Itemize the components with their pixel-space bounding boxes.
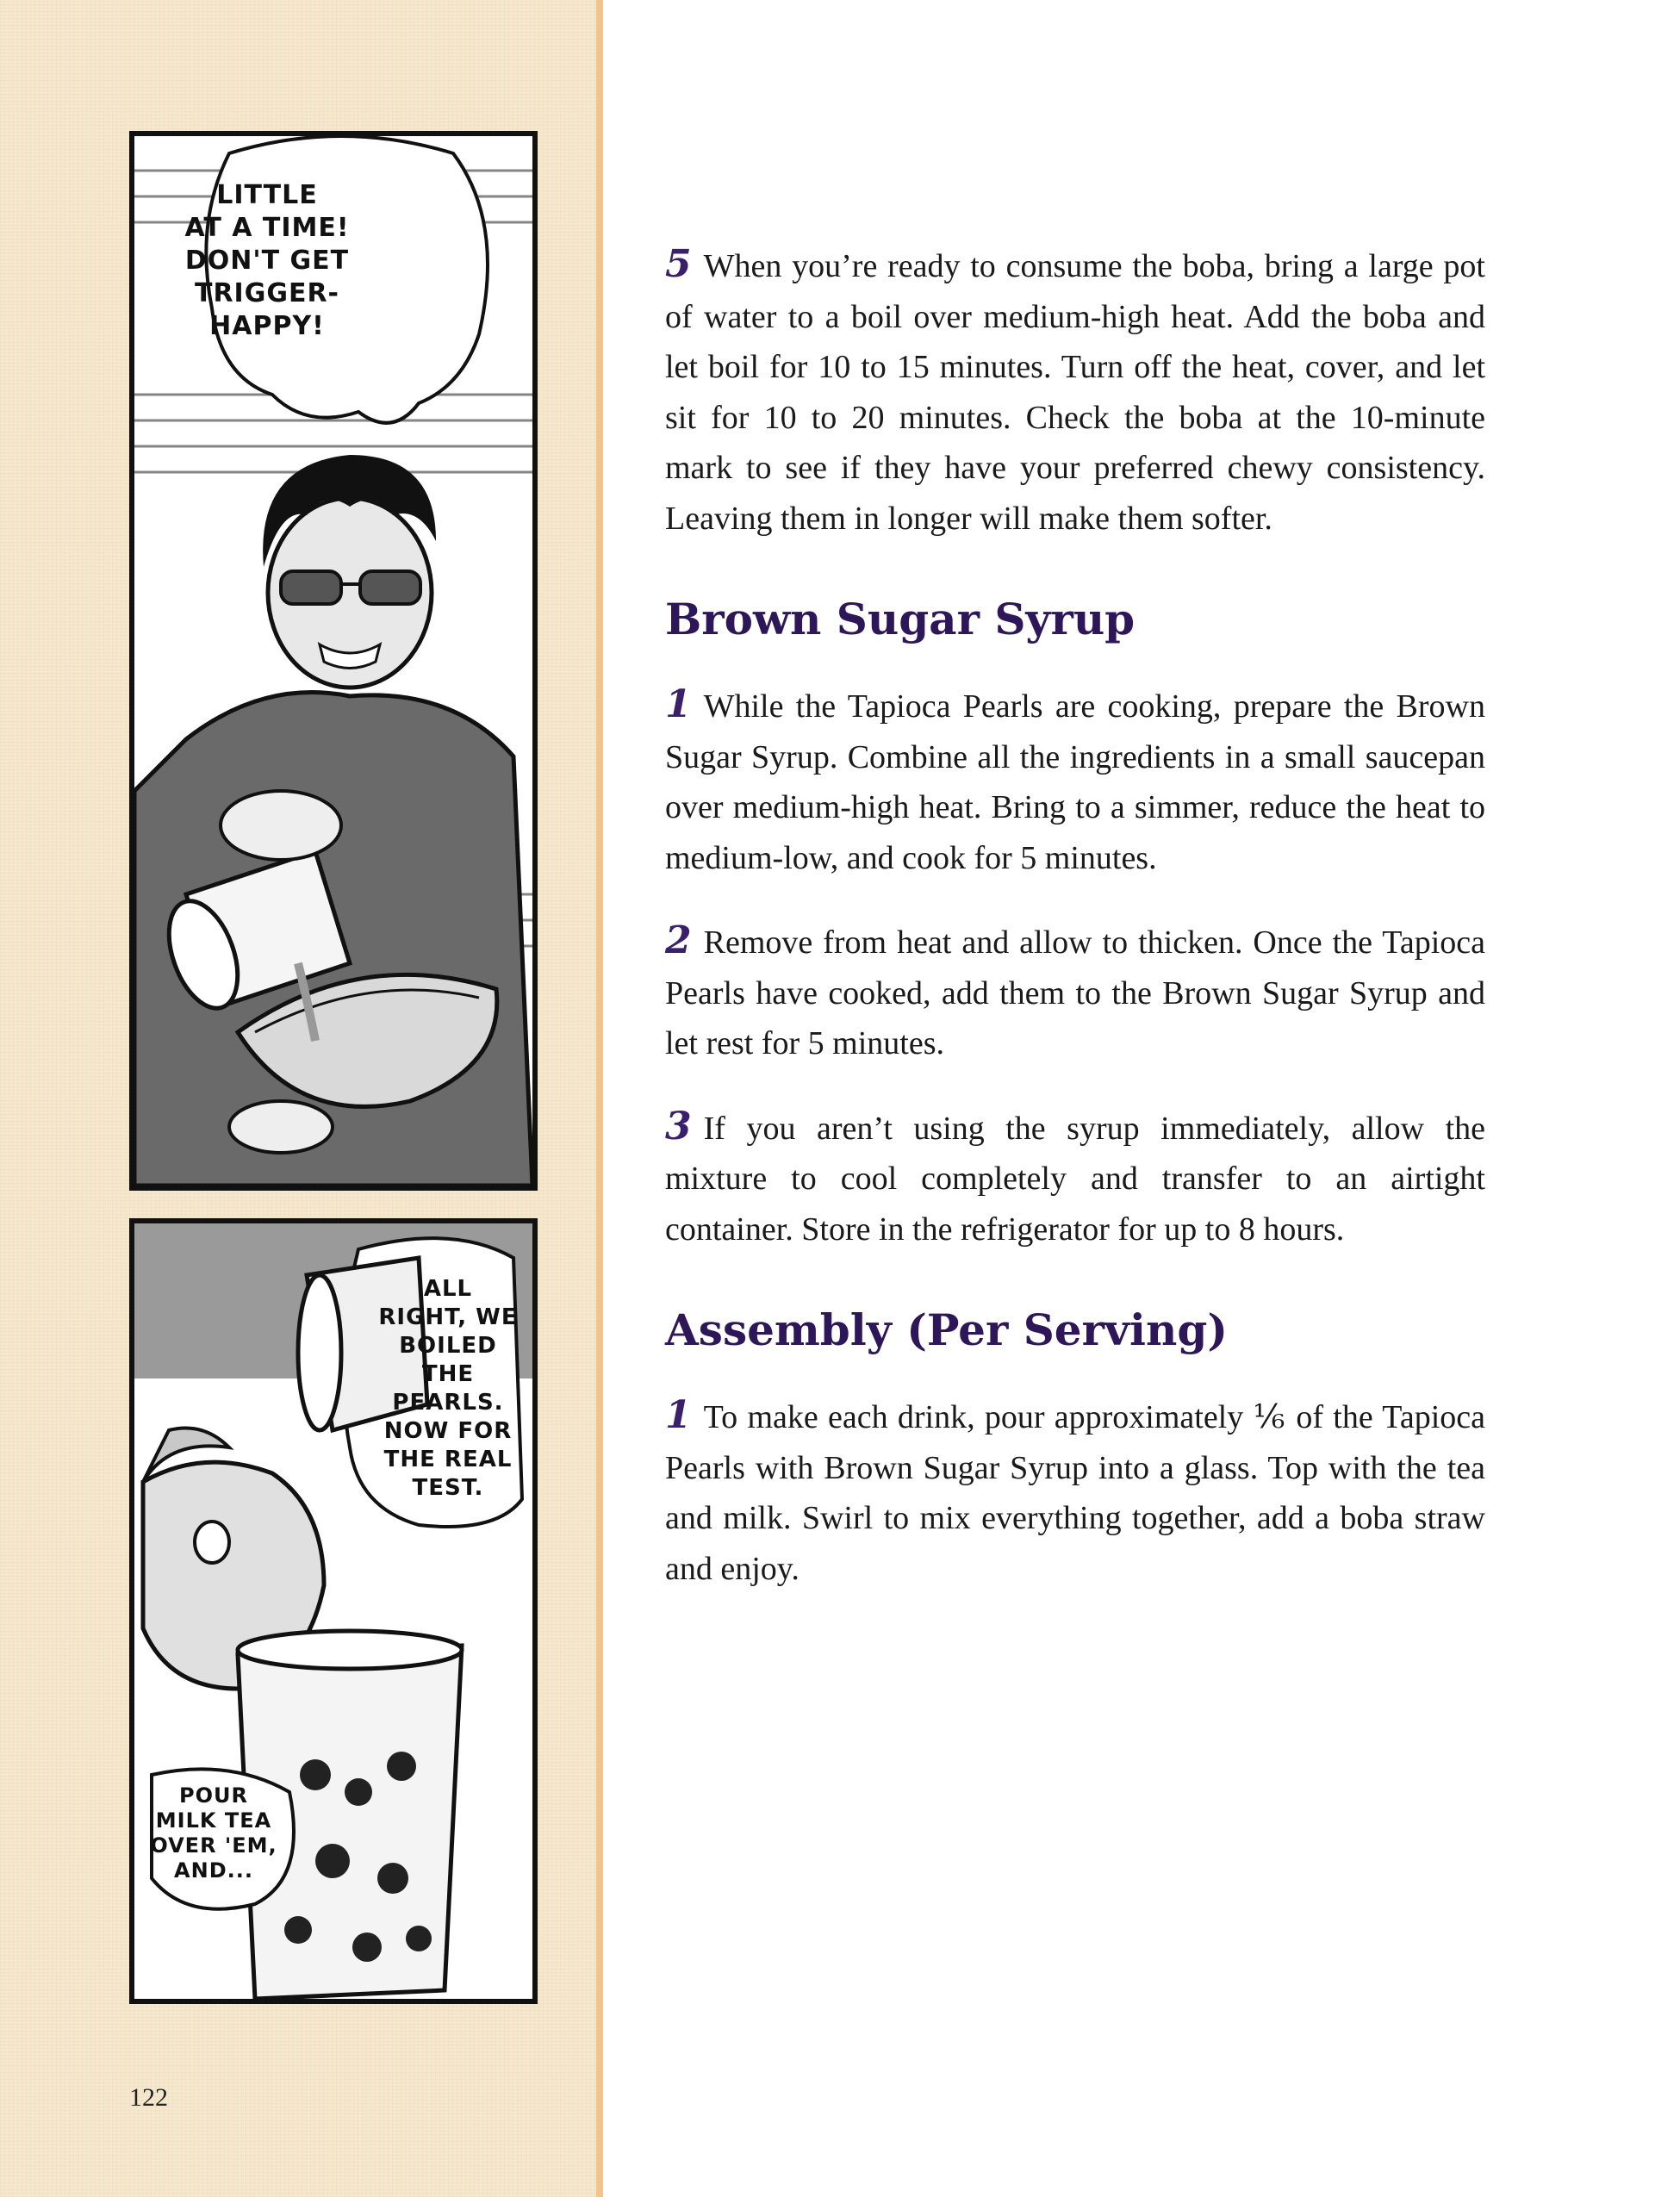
step-text: Remove from heat and allow to thicken. Once the Tapioca Pearls have cooked, add them to the Brown Sugar Syrup and let rest for 5 minutes.	[665, 924, 1485, 1061]
section-heading-assembly: Assembly (Per Serving)	[665, 1304, 1228, 1355]
page-number: 122	[129, 2083, 168, 2112]
step-text: To make each drink, pour approximately ⅙ of the Tapioca Pearls with Brown Sugar Syrup into a glass. Top with the tea and milk. Swirl to mix everything together, add a boba straw and enjoy.	[665, 1399, 1485, 1587]
step-text: If you aren’t using the syrup immediately, allow the mixture to cool completely and transfer to an airtight container. Store in the refrigerator for up to 8 hours.	[665, 1110, 1485, 1248]
step-number: 3	[665, 1104, 692, 1148]
section-heading-brown-sugar-syrup: Brown Sugar Syrup	[665, 594, 1136, 644]
speech-bubble-text: POUR MILK TEA OVER 'EM, AND...	[150, 1783, 277, 1883]
step-text: When you’re ready to consume the boba, bring a large pot of water to a boil over medium-high heat. Add the boba and let boil for 10 to 15 minutes. Turn off the heat, cover, and let sit for 10 to 20 minutes. Check the boba at the 10-minute mark to see if they have your preferred chewy consistency. Leaving them in longer will make them softer.	[665, 248, 1485, 537]
step-number: 5	[665, 242, 692, 286]
step-number: 1	[665, 1393, 692, 1437]
speech-bubble-text: LITTLE AT A TIME! DON'T GET TRIGGER- HAPPY!	[184, 180, 350, 341]
syrup-step-3	[665, 1102, 1485, 1255]
speech-bubble-text: ALL RIGHT, WE BOILED THE PEARLS. NOW FOR THE REAL TEST.	[378, 1276, 518, 1501]
left-column-edge	[596, 0, 603, 2197]
recipe-step-5	[665, 240, 1485, 544]
syrup-step-2	[665, 916, 1485, 1069]
step-number: 2	[665, 918, 692, 962]
recipe-text-column	[665, 240, 1485, 1627]
step-text: While the Tapioca Pearls are cooking, prepare the Brown Sugar Syrup. Combine all the ingredients in a small saucepan over medium-high heat. Bring to a simmer, reduce the heat to medium-low, and cook for 5 minutes.	[665, 688, 1485, 876]
assembly-step-1	[665, 1391, 1485, 1594]
syrup-step-1	[665, 680, 1485, 883]
step-number: 1	[665, 682, 692, 726]
